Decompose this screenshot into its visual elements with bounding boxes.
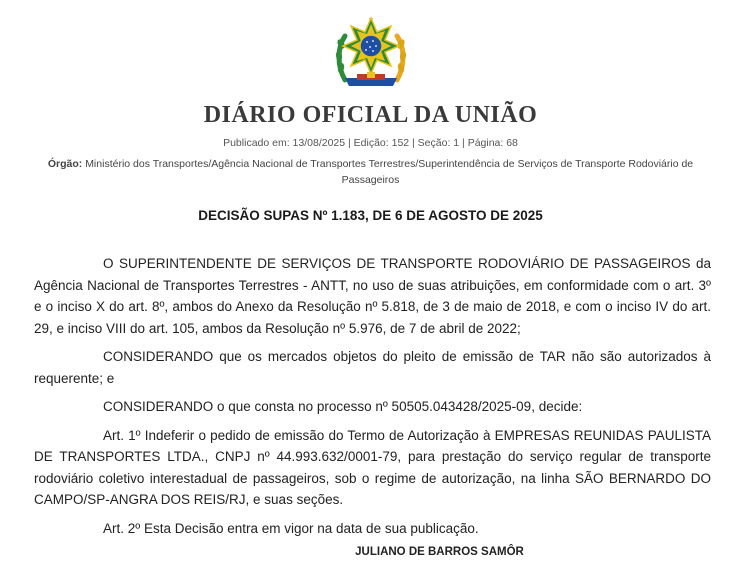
masthead-title: DIÁRIO OFICIAL DA UNIÃO — [203, 102, 538, 128]
act-paragraph: Art. 2º Esta Decisão entra em vigor na data de sua publicação. — [103, 520, 479, 536]
act-paragraph: CONSIDERANDO o que consta no processo nº 50505.043428/2025-09, decide: — [103, 399, 583, 414]
orgao-text: Ministério dos Transportes/Agência Nacional de Transportes Terrestres/Superintendência de Serviços de Transporte Rodoviário de Passageiros — [85, 158, 694, 186]
act-title: DECISÃO SUPAS Nº 1.183, DE 6 DE AGOSTO DE 2025 — [198, 208, 543, 223]
act-body — [34, 253, 711, 546]
act-paragraph: CONSIDERANDO que os mercados objetos do pleito de emissão de TAR não são autorizados à requerente; e — [34, 349, 711, 386]
orgao-label: Órgão: — [47, 158, 83, 170]
publication-info: Publicado em: 13/08/2025 | Edição: 152 | Seção: 1 | Página: 68 — [223, 137, 518, 149]
signer-name: JULIANO DE BARROS SAMÔR — [355, 546, 524, 558]
act-paragraph: Art. 1º Indeferir o pedido de emissão do Termo de Autorização à EMPRESAS REUNIDAS PAULISTA DE TRANSPORTES LTDA., CNPJ nº 44.993.632/0001-79, para prestação do serviço regular de transporte rodoviário coletivo interestadual de passageiros, sob o regime de autorização, na linha SÃO BERNARDO DO CAMPO/SP-ANGRA DOS REIS/RJ, e suas seções. — [34, 427, 711, 507]
act-paragraph: O SUPERINTENDENTE DE SERVIÇOS DE TRANSPORTE RODOVIÁRIO DE PASSAGEIROS da Agência Nacional de Transportes Terrestres - ANTT, no uso de suas atribuições, em conformidade com o art. 3º e o inciso X do art. 8º, ambos do Anexo da Resolução nº 5.818, de 3 de maio de 2018, e com o inciso IV do art. 29, e inciso VIII do art. 105, ambos da Resolução nº 5.976, de 7 de abril de 2022; — [34, 256, 711, 336]
orgao-line — [40, 156, 701, 188]
brasil-coat-of-arms-icon — [331, 14, 411, 94]
